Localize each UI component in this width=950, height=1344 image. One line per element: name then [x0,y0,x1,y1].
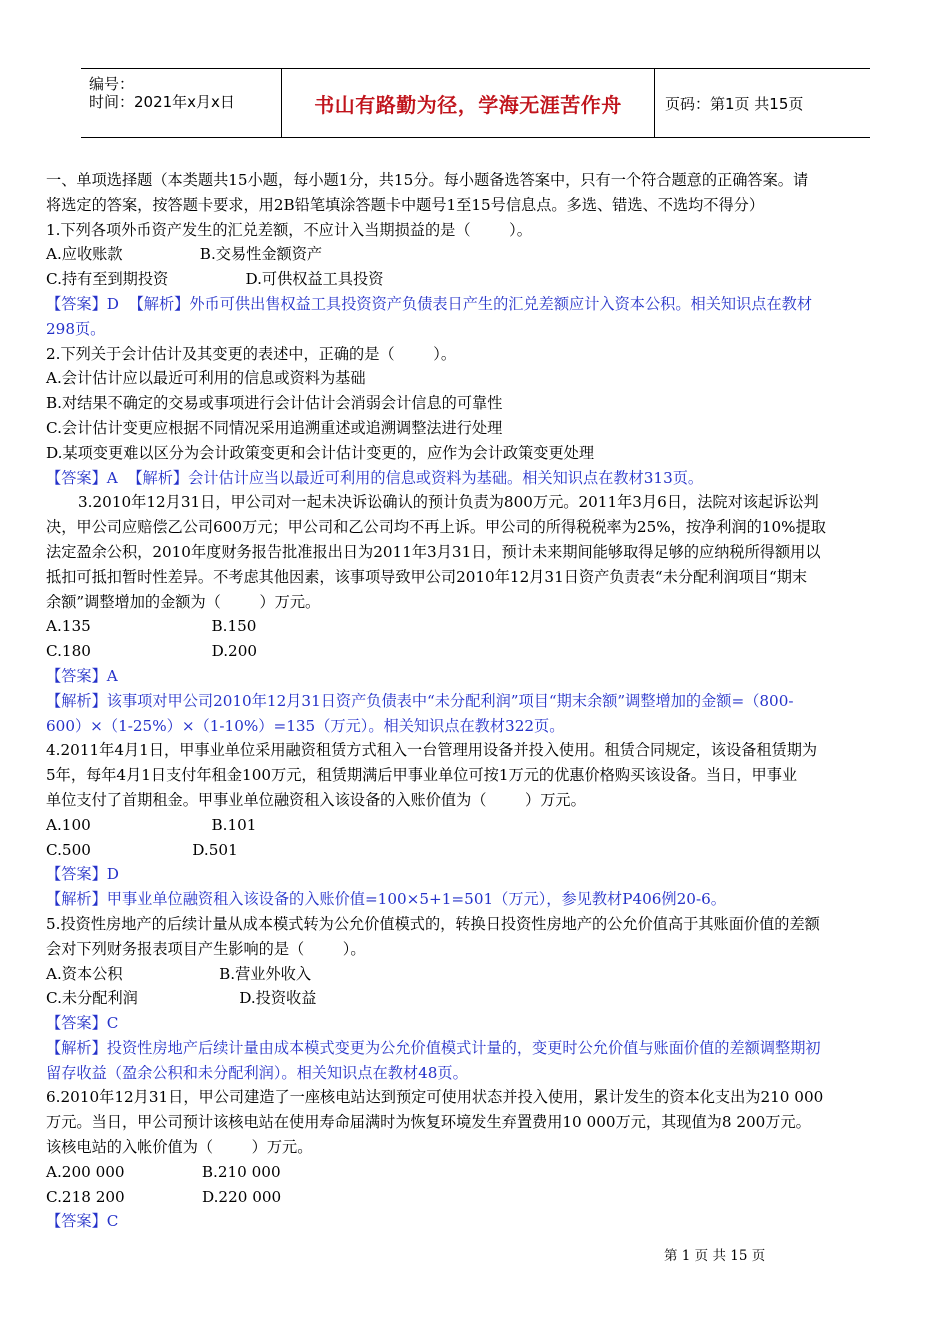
analysis-line: 600）×（1-25%）×（1-10%）=135（万元）。相关知识点在教材322页。 [46,716,565,735]
answer-line: 【答案】C [46,1014,119,1033]
page-info: 页码：第1页 共15页 [665,94,804,113]
analysis-line: 【解析】该事项对甲公司2010年12月31日资产负债表中“未分配利润”项目“期末余额”调整增加的金额=（800- [46,691,794,710]
option-line: C.未分配利润 D.投资收益 [46,989,317,1008]
option-line: A.135 B.150 [46,617,257,636]
text-line: 将选定的答案，按答题卡要求，用2B铅笔填涂答题卡中题号1至15号信息点。多选、错选、不选均不得分） [46,195,765,214]
question-line: 3.2010年12月31日，甲公司对一起未决诉讼确认的预计负责为800万元。2011年3月6日，法院对该起诉讼判 [78,493,819,512]
option-line: D.某项变更难以区分为会计政策变更和会计估计变更的，应作为会计政策变更处理 [46,443,595,462]
question-line: 万元。当日，甲公司预计该核电站在使用寿命届满时为恢复环境发生弃置费用10 000万元，其现值为8 200万元。 [46,1113,811,1132]
option-line: A.200 000 B.210 000 [46,1162,281,1181]
answer-line: 【答案】A [46,666,118,685]
question-line: 6.2010年12月31日，甲公司建造了一座核电站达到预定可使用状态并投入使用，累计发生的资本化支出为210 000 [46,1088,824,1107]
option-line: A.100 B.101 [46,815,257,834]
option-line: B.对结果不确定的交易或事项进行会计估计会消弱会计信息的可靠性 [46,394,503,413]
time-label: 时间：2021年x月x日 [89,93,235,111]
header-slogan-cell [282,69,655,137]
question-line: 余额”调整增加的金额为（ ）万元。 [46,592,321,611]
header-info-cell [81,69,282,137]
question-line: 决，甲公司应赔偿乙公司600万元；甲公司和乙公司均不再上诉。甲公司的所得税税率为25%，按净利润的10%提取 [46,518,826,537]
question-line: 2.下列关于会计估计及其变更的表述中，正确的是（ ）。 [46,344,457,363]
text-line: 一、单项选择题（本类题共15小题，每小题1分，共15分。每小题备选答案中，只有一个符合题意的正确答案。请 [46,171,809,189]
option-line: C.218 200 D.220 000 [46,1187,282,1206]
question-line: 5.投资性房地产的后续计量从成本模式转为公允价值模式的，转换日投资性房地产的公允价值高于其账面价值的差额 [46,914,820,933]
option-line: A.会计估计应以最近可利用的信息或资料为基础 [46,369,366,388]
option-line: A.资本公积 B.营业外收入 [46,964,312,983]
analysis-line: 留存收益（盈余公积和未分配利润）。相关知识点在教材48页。 [46,1063,468,1082]
analysis-line: 【解析】甲事业单位融资租入该设备的入账价值=100×5+1=501（万元），参见教材P406例20-6。 [46,890,726,909]
question-line: 1.下列各项外币资产发生的汇兑差额，不应计入当期损益的是（ ）。 [46,220,532,239]
document-body [46,168,910,1234]
answer-line: 298页。 [46,319,106,338]
answer-line: 【答案】D [46,865,119,884]
header-page-cell [655,69,870,137]
question-line: 法定盈余公积，2010年度财务报告批准报出日为2011年3月31日，预计未来期间能够取得足够的应纳税所得额用以 [46,542,821,561]
number-label: 编号： [89,75,135,93]
question-line: 抵扣可抵扣暂时性差异。不考虑其他因素，该事项导致甲公司2010年12月31日资产负责表“未分配利润项目“期末 [46,567,808,586]
slogan: 书山有路勤为径，学海无涯苦作舟 [314,92,622,117]
option-line: C.持有至到期投资 D.可供权益工具投资 [46,270,384,289]
answer-line: 【答案】D 【解析】外币可供出售权益工具投资资产负债表日产生的汇兑差额应计入资本公积。相关知识点在教材 [46,294,813,313]
question-line: 会对下列财务报表项目产生影响的是（ ）。 [46,939,366,958]
option-line: C.180 D.200 [46,642,258,661]
question-line: 该核电站的入帐价值为（ ）万元。 [46,1138,313,1157]
option-line: A.应收账款 B.交易性金额资产 [46,245,323,264]
analysis-line: 【解析】投资性房地产后续计量由成本模式变更为公允价值模式计量的，变更时公允价值与账面价值的差额调整期初 [46,1038,821,1057]
footer-page-number: 第 1 页 共 15 页 [664,1248,766,1264]
header-table [81,68,870,138]
option-line: C.会计估计变更应根据不同情况采用追溯重述或追溯调整法进行处理 [46,418,503,437]
answer-line: 【答案】C [46,1212,119,1231]
question-line: 单位支付了首期租金。甲事业单位融资租入该设备的入账价值为（ ）万元。 [46,790,586,809]
question-line: 5年，每年4月1日支付年租金100万元，租赁期满后甲事业单位可按1万元的优惠价格购买该设备。当日，甲事业 [46,766,798,785]
question-line: 4.2011年4月1日，甲事业单位采用融资租赁方式租入一台管理用设备并投入使用。租赁合同规定，该设备租赁期为 [46,741,818,760]
option-line: C.500 D.501 [46,840,238,859]
answer-line: 【答案】A 【解析】会计估计应当以最近可利用的信息或资料为基础。相关知识点在教材313页。 [46,468,704,487]
